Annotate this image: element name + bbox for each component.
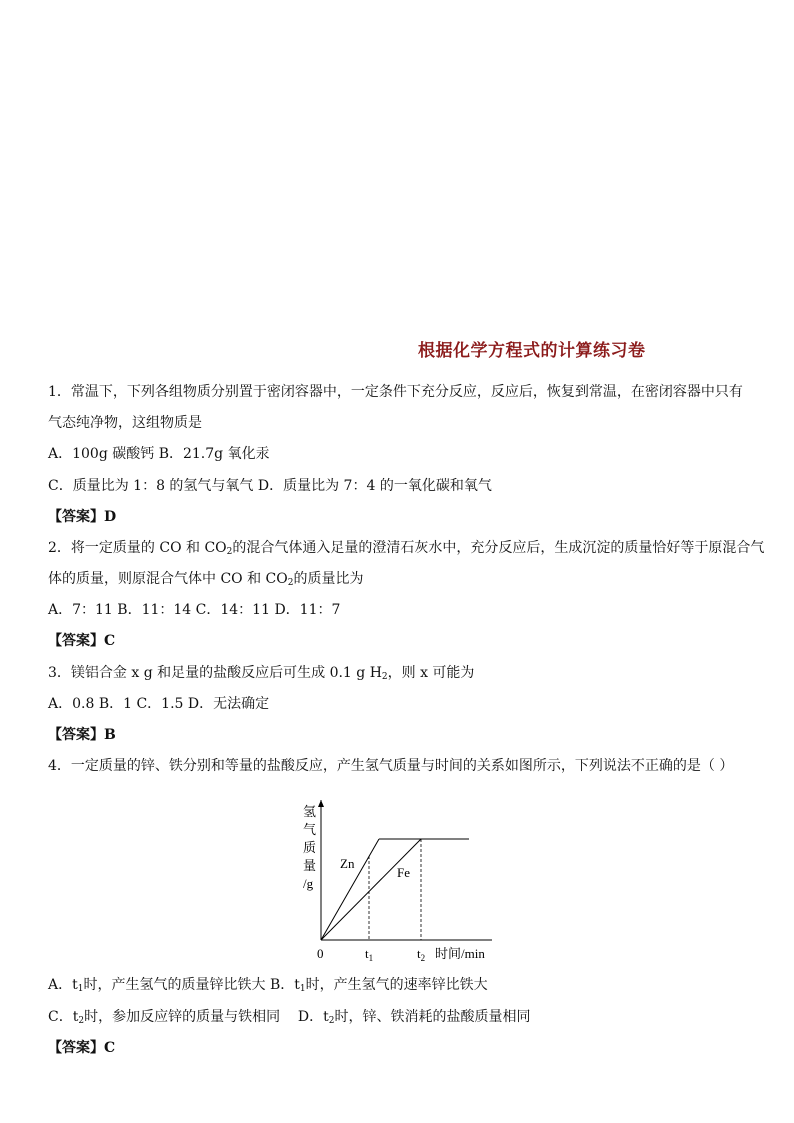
fe-line — [321, 839, 421, 940]
q4-options-ab — [48, 976, 488, 998]
q3-stem — [48, 664, 474, 686]
q2-stem-line1 — [48, 539, 764, 561]
q2-stem2-a: 体的质量，则原混合气体中 CO 和 CO — [48, 571, 288, 587]
q4-stem: 4．一定质量的锌、铁分别和等量的盐酸反应，产生氢气质量与时间的关系如图所示，下列说法不正确的是（ ） — [48, 758, 734, 774]
q3-stem-a: 3．镁铝合金 x g 和足量的盐酸反应后可生成 0.1 g H — [48, 665, 382, 681]
q1-stem-line2: 气态纯净物，这组物质是 — [48, 415, 202, 431]
t1-sub: 1 — [368, 953, 374, 963]
graph-y-label-5: /g — [303, 876, 314, 891]
t2-label — [417, 946, 425, 963]
q4-opt-a-post: 时，产生氢气的质量锌比铁大 — [83, 977, 266, 993]
q4-opt-b-post: 时，产生氢气的速率锌比铁大 — [305, 977, 488, 993]
graph-y-label-1: 氢 — [303, 804, 317, 819]
q4-options-cd — [48, 1008, 530, 1030]
fe-label: Fe — [397, 865, 410, 880]
q3-options: A．0.8 B．1 C．1.5 D．无法确定 — [48, 696, 270, 712]
zn-label: Zn — [340, 856, 355, 871]
q4-opt-b-sub: 1 — [299, 984, 306, 994]
q4-opt-d-pre: D．t — [297, 1009, 329, 1025]
q4-opt-c-post: 时，参加反应锌的质量与铁相同 — [84, 1009, 281, 1025]
q2-stem2-sub: 2 — [287, 578, 294, 588]
origin-label: 0 — [317, 946, 324, 961]
q1-stem-line1: 1．常温下，下列各组物质分别置于密闭容器中，一定条件下充分反应，反应后，恢复到常温，在密闭容器中只有 — [48, 384, 743, 400]
q2-answer: 【答案】C — [48, 633, 116, 649]
graph-y-arrow — [318, 800, 324, 807]
q4-answer: 【答案】C — [48, 1040, 116, 1056]
t2-sub: 2 — [420, 953, 426, 963]
t2-base: t — [417, 946, 421, 961]
q1-options-ab: A．100g 碳酸钙 B．21.7g 氧化汞 — [48, 446, 270, 462]
q4-opt-c-pre: C．t — [48, 1009, 79, 1025]
q2-stem1-b: 的混合气体通入足量的澄清石灰水中，充分反应后，生成沉淀的质量恰好等于原混合气 — [232, 540, 765, 556]
q2-options: A．7：11 B．11：14 C．14：11 D．11：7 — [48, 602, 341, 618]
hydrogen-time-graph — [295, 800, 505, 965]
q2-stem-line2 — [48, 570, 363, 592]
page-title: 根据化学方程式的计算练习卷 — [418, 341, 646, 361]
q4-opt-d-post: 时，锌、铁消耗的盐酸质量相同 — [334, 1009, 531, 1025]
q1-options-cd: C．质量比为 1：8 的氢气与氧气 D．质量比为 7：4 的一氧化碳和氧气 — [48, 478, 492, 494]
q3-answer: 【答案】B — [48, 727, 116, 743]
x-unit-label: 时间/min — [435, 946, 485, 961]
q2-stem2-b: 的质量比为 — [293, 571, 364, 587]
t1-base: t — [365, 946, 369, 961]
graph-y-label-2: 气 — [303, 822, 317, 837]
q4-opt-c-sub: 2 — [78, 1016, 85, 1026]
q2-stem1-sub: 2 — [226, 547, 233, 557]
q2-stem1-a: 2．将一定质量的 CO 和 CO — [48, 540, 227, 556]
q4-opt-b-pre: B．t — [269, 977, 300, 993]
q1-answer: 【答案】D — [48, 509, 117, 525]
q4-opt-a-pre: A．t — [48, 977, 78, 993]
q4-opt-d-sub: 2 — [328, 1016, 335, 1026]
graph-y-label-3: 质 — [303, 840, 317, 855]
q4-opt-a-sub: 1 — [77, 984, 84, 994]
q3-stem-b: ，则 x 可能为 — [387, 665, 475, 681]
t1-label — [365, 946, 373, 963]
graph-y-label-4: 量 — [303, 858, 317, 873]
q3-stem-sub: 2 — [381, 672, 388, 682]
